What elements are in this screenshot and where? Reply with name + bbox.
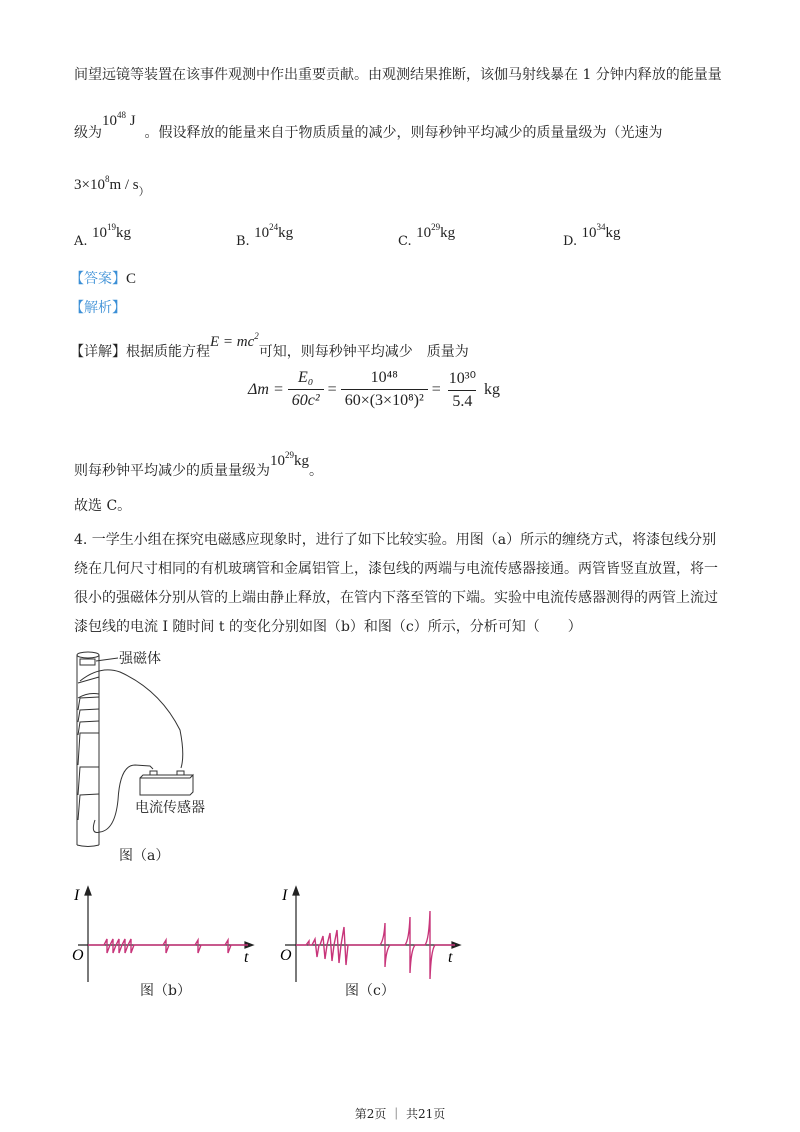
option-letter: D. bbox=[563, 234, 578, 249]
graph-b-x-label: t bbox=[244, 949, 249, 966]
conclusion-base: 10 bbox=[270, 453, 285, 469]
conclusion-unit: kg bbox=[294, 453, 309, 469]
option-unit: kg bbox=[440, 225, 456, 241]
equals-sign: = bbox=[431, 380, 441, 398]
numerator: 10³⁰ bbox=[448, 370, 477, 387]
energy-exp: 48 bbox=[117, 110, 126, 120]
eq-unit: kg bbox=[484, 380, 501, 398]
speed-unit: m / s bbox=[109, 177, 139, 193]
close-paren: ） bbox=[138, 186, 150, 198]
speed-exp: 8 bbox=[104, 174, 110, 184]
formula-exp: 2 bbox=[254, 331, 259, 341]
analysis-label: 【解析】 bbox=[70, 300, 126, 316]
graph-c-origin: O bbox=[280, 947, 292, 964]
graph-b-y-label: I bbox=[74, 887, 80, 904]
numerator: E₀ bbox=[298, 369, 314, 386]
choice-line: 故选 C。 bbox=[74, 498, 132, 514]
eq-lhs: Δm = bbox=[248, 380, 284, 398]
option-exp: 29 bbox=[431, 222, 441, 232]
detail-label: 【详解】 bbox=[70, 344, 126, 360]
text: 根据质能方程 bbox=[126, 344, 210, 360]
speed-prefix: 3×10 bbox=[74, 177, 105, 193]
option-unit: kg bbox=[115, 225, 131, 241]
figure-a-caption: 图（a） bbox=[119, 848, 170, 864]
denominator: 60c² bbox=[288, 389, 324, 410]
q3-line1: 间望远镜等装置在该事件观测中作出重要贡献。由观测结果推断，该伽马射线暴在 1 分钟内释放的能量量 bbox=[74, 67, 722, 83]
energy-base: 10 bbox=[102, 113, 117, 129]
graph-b-current-curve bbox=[88, 939, 248, 953]
text: 。假设释放的能量来自于物质质量的减少，则每秒钟平均减少的质量量级为（光速为 bbox=[144, 125, 663, 141]
sensor-label: 电流传感器 bbox=[135, 800, 205, 816]
text: 则每秒钟平均减少的质量量级为 bbox=[74, 463, 270, 479]
graph-c-y-label: I bbox=[282, 887, 288, 904]
numerator: 10⁴⁸ bbox=[370, 369, 398, 386]
option-exp: 19 bbox=[106, 222, 116, 232]
q4-line1: 4. 一学生小组在探究电磁感应现象时，进行了如下比较实验。用图（a）所示的缠绕方式，将漆包线分别 bbox=[74, 532, 717, 548]
text: 可知，则每秒钟平均减少 质量为 bbox=[258, 344, 469, 360]
text: 级为 bbox=[74, 125, 102, 141]
page-footer: 第2页 ｜ 共21页 bbox=[354, 1107, 446, 1121]
graph-b-origin: O bbox=[72, 947, 84, 964]
option-letter: C. bbox=[398, 234, 412, 249]
option-base: 10 bbox=[254, 225, 270, 241]
graph-c-y-arrow bbox=[293, 887, 299, 895]
text: 。 bbox=[309, 463, 323, 479]
figure-c-caption: 图（c） bbox=[345, 983, 395, 999]
formula-text: E = mc bbox=[210, 334, 255, 350]
q4-line3: 很小的强磁体分别从管的上端由静止释放，在管内下落至管的下端。实验中电流传感器测得的两管上流过 bbox=[74, 590, 718, 606]
option-letter: B. bbox=[236, 234, 250, 249]
option-exp: 34 bbox=[596, 222, 606, 232]
q4-line2: 绕在几何尺寸相同的有机玻璃管和金属铝管上，漆包线的两端与电流传感器接通。两管皆竖直放置，将一 bbox=[74, 561, 718, 577]
option-exp: 24 bbox=[269, 222, 279, 232]
q4-line4: 漆包线的电流 I 随时间 t 的变化分别如图（b）和图（c）所示，分析可知（ ） bbox=[74, 619, 582, 635]
option-unit: kg bbox=[278, 225, 294, 241]
option-base: 10 bbox=[416, 225, 432, 241]
answer-value: C bbox=[126, 271, 137, 287]
option-base: 10 bbox=[91, 225, 107, 241]
option-letter: A. bbox=[74, 234, 88, 249]
equals-sign: = bbox=[327, 380, 337, 398]
magnet-label: 强磁体 bbox=[119, 651, 161, 667]
conclusion-exp: 29 bbox=[285, 450, 294, 460]
figure-b-caption: 图（b） bbox=[140, 983, 191, 999]
graph-b-y-arrow bbox=[85, 887, 91, 895]
denominator: 60×(3×10⁸)² bbox=[341, 389, 428, 410]
energy-unit: J bbox=[126, 113, 136, 129]
option-base: 10 bbox=[581, 225, 597, 241]
graph-c-x-label: t bbox=[448, 949, 453, 966]
answer-label: 【答案】 bbox=[70, 271, 126, 287]
denominator: 5.4 bbox=[448, 390, 476, 411]
option-unit: kg bbox=[605, 225, 621, 241]
